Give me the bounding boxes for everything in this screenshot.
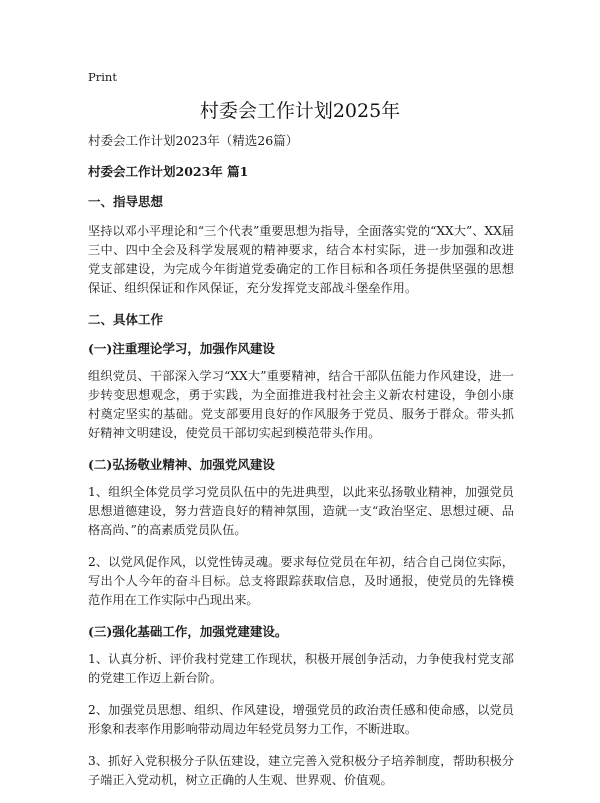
document-body xyxy=(88,132,514,803)
paragraph-theory-study: 组织党员、干部深入学习“XX大”重要精神，结合干部队伍能力作风建设，进一步转变思想观念，勇于实践，为全面推进我村社会主义新农村建设，争创小康村奠定坚实的基础。党支部要用良好的作风服务于党员、服务于群众。带头抓好精神文明建设，使党员干部切实起到模范带头作用。 xyxy=(88,369,514,440)
section-heading-specific-work: 二、具体工作 xyxy=(88,312,164,327)
subheading-foundation-work: (三)强化基础工作，加强党建建设。 xyxy=(88,624,288,639)
document-subtitle: 村委会工作计划2023年（精选26篇） xyxy=(88,133,299,148)
paragraph-dedication-1: 1、组织全体党员学习党员队伍中的先进典型，以此来弘扬敬业精神，加强党员思想道德建设，努力营造良好的精神氛围，造就一支“政治坚定、思想过硬、品格高尚、”的高素质党员队伍。 xyxy=(88,485,514,537)
article-heading: 村委会工作计划2023年 篇1 xyxy=(88,164,249,179)
paragraph-guiding-thought: 坚持以邓小平理论和“三个代表”重要思想为指导，全面落实党的“XX大”、XX届三中、四中全会及科学发展观的精神要求，结合本村实际，进一步加强和改进党支部建设，为完成今年街道党委确定的工作目标和各项任务提供坚强的思想保证、组织保证和作风保证，充分发挥党支部战斗堡垒作用。 xyxy=(88,224,514,295)
paragraph-dedication-2: 2、以党风促作风，以党性铸灵魂。要求每位党员在年初，结合自己岗位实际，写出个人今年的奋斗目标。总支将跟踪获取信息，及时通报，使党员的先锋模范作用在工作实际中凸现出来。 xyxy=(88,555,514,607)
subheading-dedication-spirit: (二)弘扬敬业精神、加强党风建设 xyxy=(88,457,275,472)
paragraph-foundation-1: 1、认真分析、评价我村党建工作现状，积极开展创争活动，力争使我村党支部的党建工作迈上新台阶。 xyxy=(88,652,514,685)
print-link[interactable]: Print xyxy=(88,70,117,84)
section-heading-guiding-thought: 一、指导思想 xyxy=(88,194,164,209)
page-title: 村委会工作计划2025年 xyxy=(199,100,401,122)
paragraph-foundation-2: 2、加强党员思想、组织、作风建设，增强党员的政治责任感和使命感，以党员形象和表率作用影响带动周边年轻党员努力工作，不断进取。 xyxy=(88,703,514,736)
subheading-theory-study: (一)注重理论学习，加强作风建设 xyxy=(88,341,275,356)
paragraph-foundation-3: 3、抓好入党积极分子队伍建设，建立完善入党积极分子培养制度，帮助积极分子端正入党动机，树立正确的人生观、世界观、价值观。 xyxy=(88,754,514,787)
